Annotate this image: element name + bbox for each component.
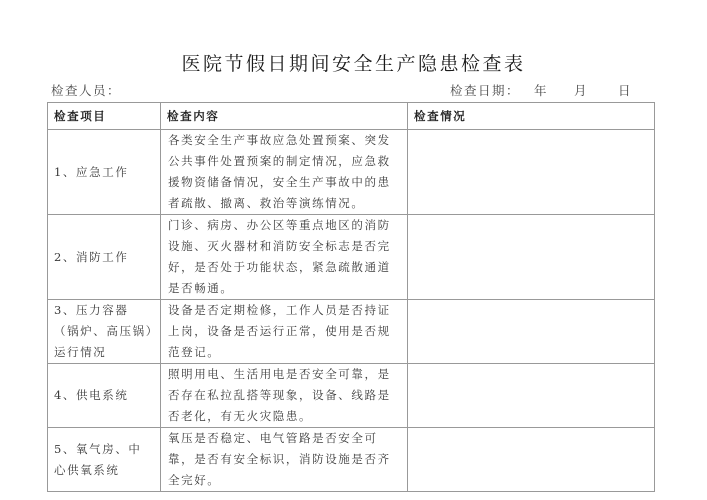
content-cell: 照明用电、生活用电是否安全可靠，是否存在私拉乱搭等现象，设备、线路是否老化，有无火灾隐患。: [161, 364, 408, 428]
inspector-label: 检查人员：: [51, 83, 122, 98]
status-cell[interactable]: [408, 364, 655, 428]
table-row: [48, 364, 655, 428]
content-cell: 门诊、病房、办公区等重点地区的消防设施、灭火器材和消防安全标志是否完好，是否处于功能状态，紧急疏散通道是否畅通。: [161, 215, 408, 300]
month-label: 月: [574, 83, 589, 98]
item-cell: 2、消防工作: [48, 215, 161, 300]
content-cell: 各类安全生产事故应急处置预案、突发公共事件处置预案的制定情况，应急救援物资储备情况，安全生产事故中的患者疏散、撤离、救治等演练情况。: [161, 130, 408, 215]
content-cell: 氧压是否稳定、电气管路是否安全可靠，是否有安全标识，消防设施是否齐全完好。: [161, 428, 408, 492]
table-header-row: [48, 103, 655, 130]
status-cell[interactable]: [408, 215, 655, 300]
day-label: 日: [618, 83, 633, 98]
item-cell: 5、氧气房、中心供氧系统: [48, 428, 161, 492]
status-cell[interactable]: [408, 300, 655, 364]
content-cell: 设备是否定期检修，工作人员是否持证上岗，设备是否运行正常，使用是否规范登记。: [161, 300, 408, 364]
table-row: [48, 215, 655, 300]
table-row: [48, 300, 655, 364]
item-cell: 3、压力容器（锅炉、高压锅）运行情况: [48, 300, 161, 364]
item-cell: 4、供电系统: [48, 364, 161, 428]
header-status: 检查情况: [408, 103, 655, 130]
status-cell[interactable]: [408, 130, 655, 215]
table-row: [48, 130, 655, 215]
document-title: 医院节假日期间安全生产隐患检查表: [181, 53, 526, 75]
table-row: [48, 428, 655, 492]
year-label: 年: [534, 83, 549, 98]
header-content: 检查内容: [161, 103, 408, 130]
status-cell[interactable]: [408, 428, 655, 492]
item-cell: 1、应急工作: [48, 130, 161, 215]
inspection-table: [47, 102, 655, 492]
date-label: 检查日期：: [450, 83, 521, 98]
inspection-date: [450, 81, 632, 99]
header-item: 检查项目: [48, 103, 161, 130]
